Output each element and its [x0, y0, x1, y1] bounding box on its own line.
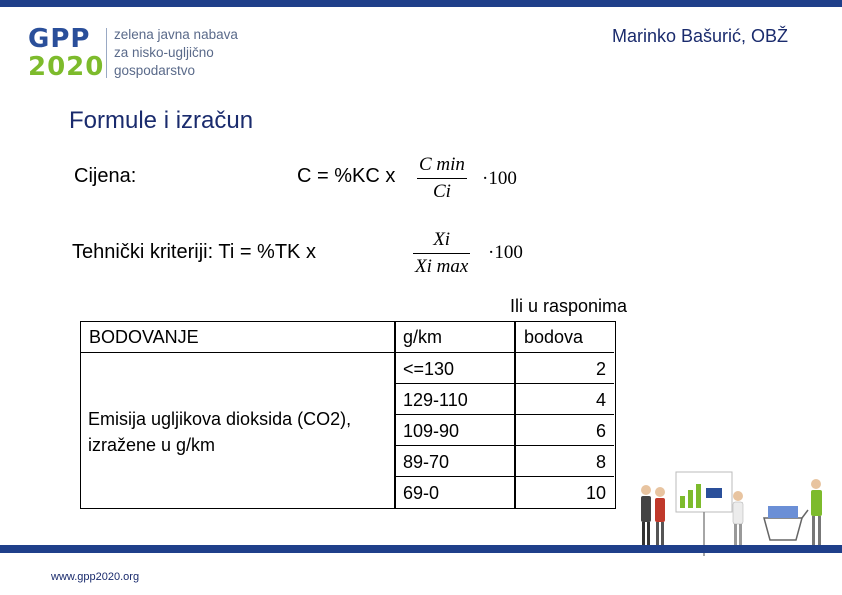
- table-row-divider: [394, 476, 614, 477]
- range-note: Ili u rasponima: [510, 296, 628, 316]
- logo-tagline-line: zelena javna nabava: [114, 27, 238, 42]
- table-range-cell: <=130: [403, 359, 455, 379]
- table-points-cell: 4: [595, 390, 606, 410]
- table-range-cell: 109-90: [403, 421, 460, 441]
- fraction-bar: [413, 253, 470, 254]
- table-header-divider: [80, 352, 395, 353]
- price-label: Cijena:: [74, 165, 137, 187]
- logo-divider: [106, 28, 107, 78]
- table-row-divider: [394, 352, 614, 353]
- table-header-points: bodova: [524, 327, 584, 347]
- table-points-cell: 8: [595, 452, 606, 472]
- table-row-divider: [394, 445, 614, 446]
- price-fraction: [417, 154, 467, 203]
- table-range-cell: 69-0: [403, 483, 440, 503]
- table-points-column: [514, 321, 616, 509]
- price-numerator: C min: [419, 154, 465, 175]
- page-title: Formule i izračun: [69, 107, 254, 134]
- price-formula-prefix: C = %KC x: [297, 165, 396, 187]
- price-multiplier: ·100: [482, 168, 517, 189]
- logo-brand: GPP: [28, 24, 91, 54]
- table-points-cell: 6: [595, 421, 606, 441]
- table-header-scoring: BODOVANJE: [89, 327, 199, 347]
- logo-tagline: [114, 26, 238, 80]
- footer-website: www.gpp2020.org: [51, 571, 140, 583]
- technical-criteria-formula: Tehnički kriteriji: Ti = %TK x: [72, 241, 316, 263]
- table-points-cell: 10: [585, 483, 606, 503]
- table-range-cell: 89-70: [403, 452, 450, 472]
- bottom-bar: [0, 545, 842, 553]
- logo-year: 2020: [28, 52, 105, 82]
- table-row-divider: [394, 414, 614, 415]
- fraction-bar: [417, 178, 467, 179]
- table-header-unit: g/km: [403, 327, 443, 347]
- logo-tagline-line: za nisko-ugljično: [114, 45, 214, 60]
- price-denominator: Ci: [432, 181, 451, 202]
- technical-fraction: [413, 229, 470, 278]
- table-points-cell: 2: [595, 359, 606, 379]
- technical-numerator: Xi: [433, 229, 451, 250]
- author-name: Marinko Bašurić, OBŽ: [611, 26, 788, 46]
- table-range-column: [394, 321, 516, 509]
- technical-multiplier: ·100: [488, 242, 523, 263]
- logo-tagline-line: gospodarstvo: [114, 63, 196, 78]
- table-criterion-label: Emisija ugljikova dioksida (CO2), izražene u g/km: [88, 409, 352, 455]
- gpp2020-logo: [28, 24, 268, 82]
- table-range-cell: 129-110: [403, 390, 468, 410]
- top-bar: [0, 0, 842, 7]
- table-row-divider: [394, 383, 614, 384]
- technical-denominator: Xi max: [415, 256, 469, 277]
